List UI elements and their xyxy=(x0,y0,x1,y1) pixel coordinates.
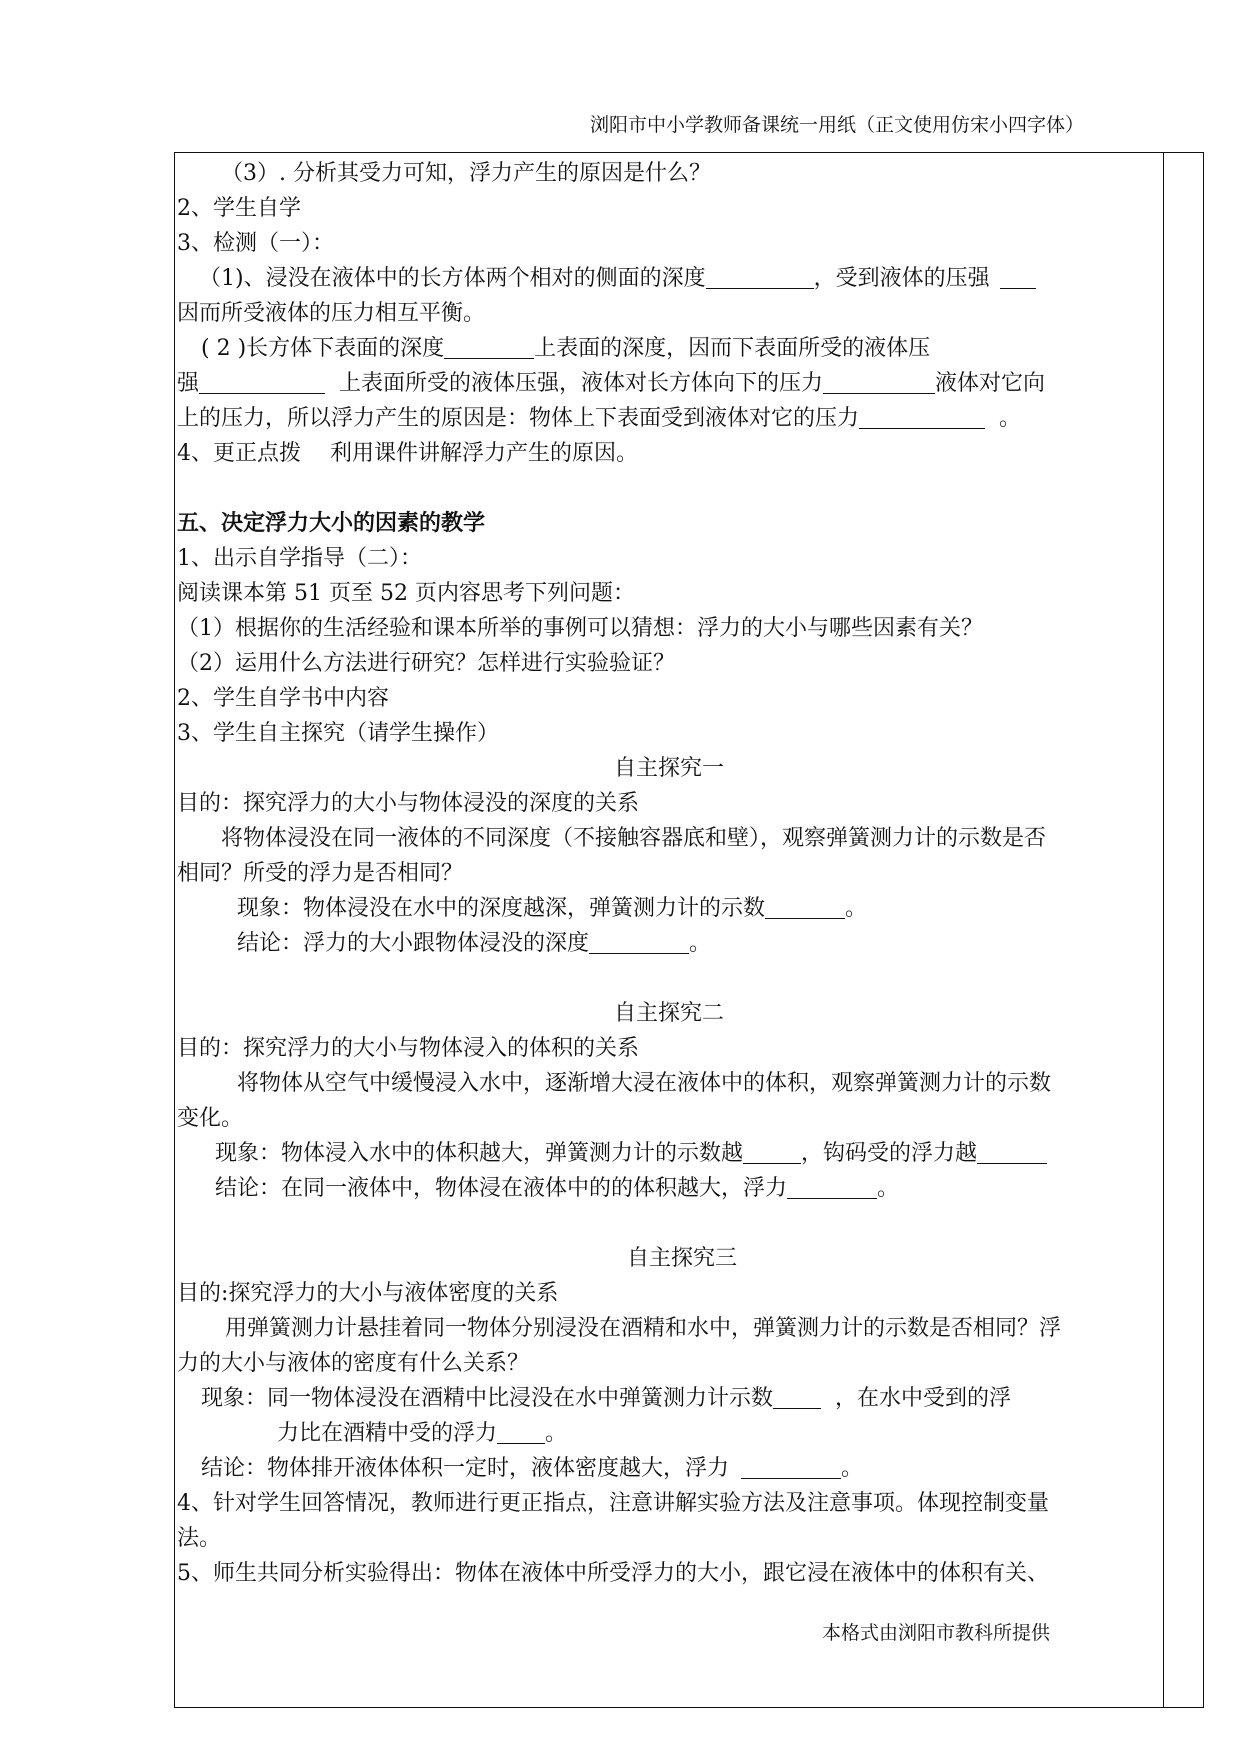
inquiry-1-method-cont xyxy=(177,856,1161,891)
check-item-1-text: （1)、浸没在液体中的长方体两个相对的侧面的深度 xyxy=(199,266,706,291)
inquiry-3-phenomenon-cont-text: 力比在酒精中受的浮力 xyxy=(277,1421,498,1446)
inquiry-3-phenomenon xyxy=(177,1381,1161,1416)
guide-question-2 xyxy=(177,646,1161,681)
guide-question-1 xyxy=(177,611,1161,646)
fill-blank xyxy=(859,405,985,429)
check-item-2-cont-2 xyxy=(177,401,1161,436)
step-4-teacher-feedback-cont-text: 法。 xyxy=(177,1526,222,1551)
inquiry-3-title-text: 自主探究三 xyxy=(626,1246,737,1271)
fill-blank xyxy=(444,335,534,359)
inquiry-2-title xyxy=(177,996,1161,1031)
inquiry-2-method xyxy=(177,1066,1161,1101)
fill-blank xyxy=(773,1385,821,1409)
check-item-1-text-b: ，受到液体的压强 xyxy=(813,266,990,291)
fill-blank xyxy=(589,930,689,954)
section-5-heading xyxy=(177,506,1161,541)
inquiry-1-title xyxy=(177,751,1161,786)
check-item-2-text: ( 2 )长方体下表面的深度 xyxy=(201,336,445,361)
inquiry-3-phenomenon-text: 现象：同一物体浸没在酒精中比浸没在水中弹簧测力计示数 xyxy=(201,1386,774,1411)
guide-question-2-text: （2）运用什么方法进行研究？怎样进行实验验证？ xyxy=(177,651,675,676)
fill-blank xyxy=(823,370,935,394)
check-item-2-cont-text: 强 xyxy=(177,371,200,396)
inquiry-3-phenomenon-cont xyxy=(177,1416,1161,1451)
inquiry-1-title-text: 自主探究一 xyxy=(613,756,724,781)
guide-question-1-text: （1）根据你的生活经验和课本所举的事例可以猜想：浮力的大小与哪些因素有关？ xyxy=(177,616,983,641)
inquiry-2-conclusion xyxy=(177,1171,1161,1206)
inquiry-2-phenomenon xyxy=(177,1136,1161,1171)
inquiry-3-conclusion-text: 结论：物体排开液体体积一定时，液体密度越大，浮力 xyxy=(201,1456,730,1481)
question-3-text: （3）. 分析其受力可知，浮力产生的原因是什么？ xyxy=(221,161,711,186)
inquiry-2-phenomenon-text: 现象：物体浸入水中的体积越大，弹簧测力计的示数越 xyxy=(215,1141,744,1166)
inquiry-3-phenomenon-text-b: ，在水中受到的浮 xyxy=(835,1386,1012,1411)
spacer xyxy=(177,471,1161,506)
lesson-plan-content xyxy=(177,156,1161,1591)
step-3-text: 3、检测（一）： xyxy=(177,231,334,256)
step-4-teacher-feedback-cont xyxy=(177,1521,1161,1556)
fill-blank xyxy=(765,895,845,919)
inquiry-1-method-cont-text: 相同？所受的浮力是否相同？ xyxy=(177,861,464,886)
inquiry-3-purpose xyxy=(177,1276,1161,1311)
step-2-self-study xyxy=(177,191,1161,226)
inquiry-1-method xyxy=(177,821,1161,856)
step-5-analysis-text: 5、师生共同分析实验得出：物体在液体中所受浮力的大小，跟它浸在液体中的体积有关、 xyxy=(177,1561,1050,1586)
inquiry-1-conclusion-text: 结论：浮力的大小跟物体浸没的深度 xyxy=(237,931,590,956)
inquiry-2-phenomenon-text-b: ，钩码受的浮力越 xyxy=(801,1141,978,1166)
inquiry-1-method-text: 将物体浸没在同一液体的不同深度（不接触容器底和壁），观察弹簧测力计的示数是否 xyxy=(221,826,1047,851)
fill-blank xyxy=(199,370,325,394)
check-item-2-text-b: 上表面的深度，因而下表面所受的液体压 xyxy=(534,336,931,361)
spacer xyxy=(177,1206,1161,1241)
inquiry-3-method-cont xyxy=(177,1346,1161,1381)
inquiry-2-purpose-text: 目的：探究浮力的大小与物体浸入的体积的关系 xyxy=(177,1036,640,1061)
guide-2-text: 2、学生自学书中内容 xyxy=(177,686,389,711)
fill-blank xyxy=(741,1455,841,1479)
fill-blank xyxy=(743,1140,801,1164)
section-5-title: 五、决定浮力大小的因素的教学 xyxy=(177,510,486,536)
step-2-text: 2、学生自学 xyxy=(177,196,301,221)
spacer xyxy=(177,961,1161,996)
inquiry-3-purpose-text: 目的:探究浮力的大小与液体密度的关系 xyxy=(177,1281,559,1306)
inquiry-3-method-cont-text: 力的大小与液体的密度有什么关系？ xyxy=(177,1351,530,1376)
inquiry-2-method-cont xyxy=(177,1101,1161,1136)
inquiry-1-conclusion-end: 。 xyxy=(689,931,712,956)
fill-blank xyxy=(706,265,814,289)
check-item-2-cont-text-c: 液体对它向 xyxy=(935,371,1046,396)
page-header: 浏阳市中小学教师备课统一用纸（正文使用仿宋小四字体） xyxy=(590,114,1085,136)
guide-3-text: 3、学生自主探究（请学生操作） xyxy=(177,721,499,746)
check-item-1 xyxy=(177,261,1161,296)
step-4-text: 4、更正点拨 利用课件讲解浮力产生的原因。 xyxy=(177,441,638,466)
inquiry-2-method-text: 将物体从空气中缓慢浸入水中，逐渐增大浸在液体中的体积，观察弹簧测力计的示数 xyxy=(237,1071,1052,1096)
inquiry-3-conclusion-end: 。 xyxy=(841,1456,864,1481)
guide-1-text: 1、出示自学指导（二）： xyxy=(177,546,422,571)
check-item-2-cont-2-text-b: 。 xyxy=(999,406,1022,431)
inquiry-2-method-cont-text: 变化。 xyxy=(177,1106,244,1131)
guide-1 xyxy=(177,541,1161,576)
inquiry-3-method xyxy=(177,1311,1161,1346)
inquiry-1-conclusion xyxy=(177,926,1161,961)
inquiry-2-purpose xyxy=(177,1031,1161,1066)
guide-2 xyxy=(177,681,1161,716)
fill-blank xyxy=(787,1175,877,1199)
check-item-2-cont-2-text: 上的压力，所以浮力产生的原因是：物体上下表面受到液体对它的压力 xyxy=(177,406,860,431)
fill-blank xyxy=(1000,265,1036,289)
guide-3 xyxy=(177,716,1161,751)
inquiry-1-phenomenon-end: 。 xyxy=(845,896,868,921)
step-3-check-one xyxy=(177,226,1161,261)
question-3 xyxy=(177,156,1161,191)
inquiry-3-conclusion xyxy=(177,1451,1161,1486)
inquiry-3-method-text: 用弹簧测力计悬挂着同一物体分别浸没在酒精和水中，弹簧测力计的示数是否相同？浮 xyxy=(225,1316,1062,1341)
step-5-analysis xyxy=(177,1556,1161,1591)
fill-blank xyxy=(977,1140,1047,1164)
inquiry-1-phenomenon-text: 现象：物体浸没在水中的深度越深，弹簧测力计的示数 xyxy=(237,896,766,921)
inquiry-1-purpose-text: 目的：探究浮力的大小与物体浸没的深度的关系 xyxy=(177,791,640,816)
inquiry-1-phenomenon xyxy=(177,891,1161,926)
check-item-1-cont xyxy=(177,296,1161,331)
fill-blank xyxy=(497,1420,545,1444)
inquiry-2-conclusion-end: 。 xyxy=(877,1176,900,1201)
inquiry-2-title-text: 自主探究二 xyxy=(613,1001,724,1026)
reading-assignment xyxy=(177,576,1161,611)
check-item-2-cont-text-b: 上表面所受的液体压强，液体对长方体向下的压力 xyxy=(339,371,824,396)
inquiry-3-title xyxy=(177,1241,1161,1276)
table-right-column-divider xyxy=(1163,152,1164,1708)
check-item-2 xyxy=(177,331,1161,366)
inquiry-3-phenomenon-cont-end: 。 xyxy=(545,1421,568,1446)
step-4-teacher-feedback-text: 4、针对学生回答情况，教师进行更正指点，注意讲解实验方法及注意事项。体现控制变量 xyxy=(177,1491,1050,1516)
inquiry-2-conclusion-text: 结论：在同一液体中，物体浸在液体中的的体积越大，浮力 xyxy=(215,1176,788,1201)
step-4-correction xyxy=(177,436,1161,471)
step-4-teacher-feedback xyxy=(177,1486,1161,1521)
inquiry-1-purpose xyxy=(177,786,1161,821)
check-item-2-cont xyxy=(177,366,1161,401)
page-footer: 本格式由浏阳市教科所提供 xyxy=(822,1622,1051,1644)
check-item-1-cont-text: 因而所受液体的压力相互平衡。 xyxy=(177,301,486,326)
reading-assignment-text: 阅读课本第 51 页至 52 页内容思考下列问题： xyxy=(177,581,635,606)
